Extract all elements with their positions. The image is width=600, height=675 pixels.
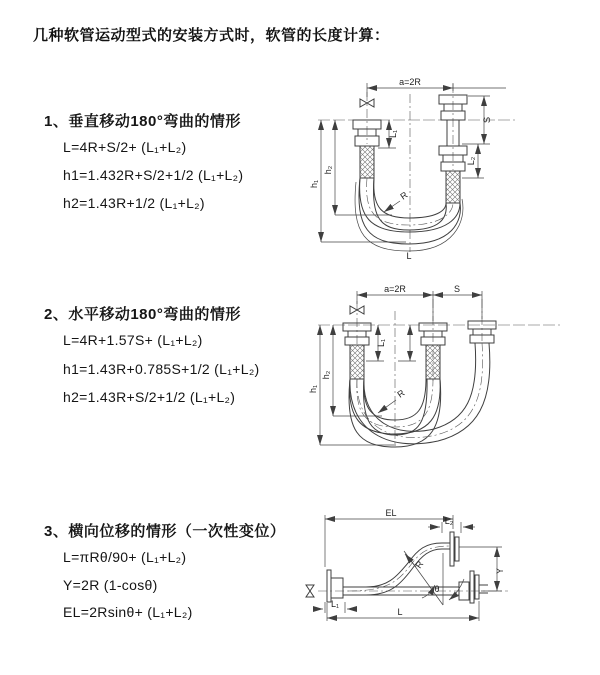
hose-fitting-middle [419,323,447,379]
label-a2r: a=2R [399,77,421,87]
label-h1: h₁ [308,384,318,394]
dimension-l2 [462,144,484,178]
section-3-formula-L: L=πRθ/90+ (L₁+L₂) [63,549,187,565]
label-theta: θ [434,584,440,594]
braided-hose-section [446,171,460,203]
section-1-formula-L: L=4R+S/2+ (L₁+L₂) [63,139,187,155]
section-3-formula-EL: EL=2Rsinθ+ (L₁+L₂) [63,604,193,620]
flange-left [327,570,343,602]
hose-fitting-left [353,120,381,178]
diagram-lateral-displacement [296,503,598,648]
section-2-formula-h2: h2=1.43R+S/2+1/2 (L₁+L₂) [63,389,236,405]
label-r: R [413,559,426,571]
label-h1: h₁ [309,179,319,189]
label-y: Y [495,567,505,575]
dimension-middle-fitting [398,325,416,361]
label-l1: L₁ [388,129,398,139]
dimension-l [327,601,479,621]
label-h2: h₂ [321,370,331,380]
page-title: 几种软管运动型式的安装方式时，软管的长度计算： [33,27,390,44]
section-1-heading: 1、垂直移动180°弯曲的情形 [44,113,241,130]
radius-callout [384,189,410,212]
label-s: S [482,116,492,124]
section-2-formula-h1: h1=1.43R+0.785S+1/2 (L₁+L₂) [63,361,260,377]
braided-hose-section [360,146,374,178]
flange-right-lower [470,571,488,603]
braided-hose-section [350,345,364,379]
dimension-a2r [357,284,482,321]
section-2-formula-L: L=4R+1.57S+ (L₁+L₂) [63,332,203,348]
hose-fitting-left [343,323,371,379]
valve-icon [306,585,314,597]
label-l2: L₂ [444,516,454,526]
diagram-horizontal-180-bend [310,283,600,453]
label-r: R [398,189,410,202]
section-3-formula-Y: Y=2R (1-cosθ) [63,577,158,593]
label-s: S [453,284,461,294]
label-l: L [406,251,412,261]
section-3-heading: 3、横向位移的情形（一次性变位） [44,523,286,540]
label-h2: h₂ [323,165,333,175]
label-l1: L₁ [376,338,386,348]
dimension-y [459,547,505,591]
dimension-el [325,508,453,567]
radius-callout [378,387,407,413]
diagram-vertical-180-bend [310,72,588,264]
label-a2r: a=2R [384,284,406,294]
dimension-l1 [313,599,357,613]
label-r: R [395,387,407,400]
dimension-a2r [367,77,506,97]
label-l: L [397,607,403,617]
label-l2: L₂ [466,156,476,166]
label-l1: L₁ [330,599,340,609]
section-2-heading: 2、水平移动180°弯曲的情形 [44,306,241,323]
label-el: EL [385,508,397,518]
hose-curves-position-2 [350,343,490,444]
braided-hose-section [426,345,440,379]
centerlines [318,84,515,252]
dimension-s [433,284,482,295]
dimension-l2 [428,516,475,533]
flange-right-upper [442,532,459,566]
section-1-formula-h1: h1=1.432R+S/2+1/2 (L₁+L₂) [63,167,244,183]
section-1-formula-h2: h2=1.43R+1/2 (L₁+L₂) [63,195,205,211]
